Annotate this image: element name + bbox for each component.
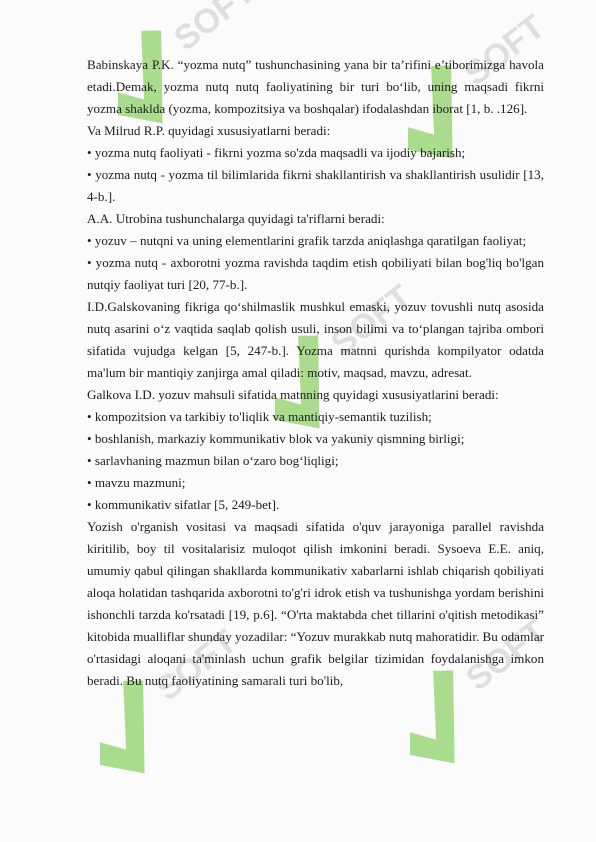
paragraph: A.A. Utrobina tushunchalarga quyidagi ta'riflarni beradi:: [87, 211, 385, 226]
bullet-item: • yozuv – nutqni va uning elementlarini grafik tarzda aniqlashga qaratilgan faoliyat;: [87, 233, 527, 248]
bullet-item: • mavzu mazmuni;: [87, 475, 186, 490]
paragraph: Galkova I.D. yozuv mahsuli sifatida matnning quyidagi xususiyatlarini beradi:: [87, 387, 499, 402]
bullet-item: • yozma nutq - yozma til bilimlarida fikrni shakllantirish va shakllantirish usulidir [13, 4-b.].: [87, 167, 544, 204]
paragraph: Va Milrud R.P. quyidagi xususiyatlarni beradi:: [87, 123, 331, 138]
paragraph: Yozish o'rganish vositasi va maqsadi sifatida o'quv jarayoniga parallel ravishda kiritilib, boy til vositalarisiz muloqot qilish imkonini beradi. Sysoeva E.E. aniq, umumiy qabul qilingan shakllarda kommunikativ xabarlarni ishlab chiqarish qobiliyati aloqa holatidan tashqarida axborotni to'g'ri idrok etish va tushunishga yordam berishini ishonchli tarzda ko'rsatadi [19, p.6]. “O'rta maktabda chet tillarini o'qitish metodikasi” kitobida mualliflar shunday yozadilar: “Yozuv murakkab nutq mahoratidir. Bu odamlar o'rtasidagi aloqani ta'minlash uchun grafik belgilar tizimidan foydalanishga imkon beradi. Bu nutq faoliyatining samarali turi bo'lib,: [87, 519, 544, 688]
bullet-item: • boshlanish, markaziy kommunikativ blok va yakuniy qismning birligi;: [87, 431, 465, 446]
bullet-item: • yozma nutq - axborotni yozma ravishda taqdim etish qobiliyati bilan bog'liq bo'lgan nutqiy faoliyat turi [20, 77-b.].: [87, 255, 544, 292]
bullet-item: • kompozitsion va tarkibiy to'liqlik va mantiqiy-semantik tuzilish;: [87, 409, 432, 424]
bullet-item: • kommunikativ sifatlar [5, 249-bet].: [87, 497, 280, 512]
paragraph: I.D.Galskovaning fikriga qo‘shilmaslik mushkul emaski, yozuv tovushli nutq asosida nutq asarini o‘z vaqtida saqlab qolish usuli, inson bilimi va to‘plangan tajriba ombori sifatida vujudga kelgan [5, 247-b.]. Yozma matnni qurishda kompilyator odatda ma'lum bir mantiqiy zanjirga amal qiladi: motiv, maqsad, mavzu, adresat.: [87, 299, 544, 380]
bullet-item: • sarlavhaning mazmun bilan o‘zaro bog‘liqligi;: [87, 453, 339, 468]
paragraph: Babinskaya P.K. “yozma nutq” tushunchasining yana bir ta’rifini e’tiborimizga havola etadi.Demak, yozma nutq nutq faoliyatining bir turi bo‘lib, uning maqsadi fikrni yozma shaklda (yozma, kompozitsiya va boshqalar) ifodalashdan iborat [1, b. .126].: [87, 57, 544, 116]
bullet-item: • yozma nutq faoliyati - fikrni yozma so'zda maqsadli va ijodiy bajarish;: [87, 145, 466, 160]
